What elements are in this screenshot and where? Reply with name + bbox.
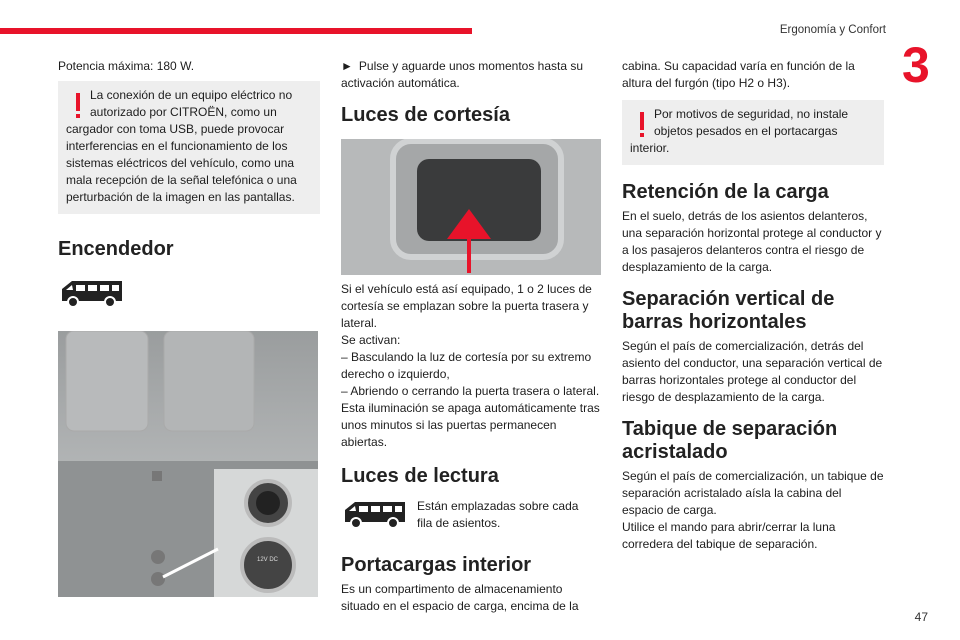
warning-exclamation-icon xyxy=(630,106,654,138)
warning-text: Por motivos de seguridad, no instale objetos pesados en el portacargas interior. xyxy=(630,107,849,155)
courtesy-text-3: – Basculando la luz de cortesía por su extremo derecho o izquierdo, xyxy=(341,350,592,381)
courtesy-text-2: Se activan: xyxy=(341,333,401,347)
press-instruction: ► Pulse y aguarde unos momentos hasta su activación automática. xyxy=(341,59,584,90)
warning-exclamation-icon xyxy=(66,87,90,119)
section-heading-vertical: Separación vertical de barras horizontales xyxy=(622,288,835,333)
section-heading-glazed: Tabique de separación acristalado xyxy=(622,418,838,463)
column-2 xyxy=(341,58,603,615)
courtesy-text-5: Esta iluminación se apaga automáticamente tras unos minutos si las puertas permanecen abiertas. xyxy=(341,401,600,449)
courtesy-text-1: Si el vehículo está así equipado, 1 o 2 luces de cortesía se emplazan sobre la puerta trasera y lateral. xyxy=(341,282,592,330)
header-accent-bar xyxy=(0,28,472,34)
warning-box-rack xyxy=(622,100,884,165)
courtesy-text-4: – Abriendo o cerrando la puerta trasera o lateral. xyxy=(341,384,600,398)
van-icon xyxy=(341,498,409,532)
arrow-right-icon: ► xyxy=(341,59,353,73)
courtesy-light-photo xyxy=(341,139,601,275)
power-text: Potencia máxima: 180 W. xyxy=(58,59,195,73)
section-heading-retention: Retención de la carga xyxy=(622,181,829,203)
rack-text: Es un compartimento de almacenamiento situado en el espacio de carga, encima de la xyxy=(341,582,579,613)
rack-text-continued: cabina. Su capacidad varía en función de la altura del furgón (tipo H2 o H3). xyxy=(622,59,855,90)
section-heading-courtesy: Luces de cortesía xyxy=(341,104,510,126)
vertical-text: Según el país de comercialización, detrás del asiento del conductor, una separación vertical de barras horizontales protege al conductor del riesgo de desplazamiento de la carga. xyxy=(622,339,883,404)
section-heading-rack: Portacargas interior xyxy=(341,554,532,576)
column-1 xyxy=(58,58,320,597)
page-number: 47 xyxy=(914,610,928,624)
lighter-illustration xyxy=(58,331,318,597)
reading-text: Están emplazadas sobre cada fila de asientos. xyxy=(417,499,579,530)
reading-row xyxy=(341,498,603,532)
van-icon xyxy=(58,277,126,311)
glazed-text-1: Según el país de comercialización, un tabique de separación acristalado aísla la cabina del espacio de carga. xyxy=(622,469,884,517)
section-title: Ergonomía y Confort xyxy=(779,24,886,36)
glazed-text-2: Utilice el mando para abrir/cerrar la luna corredera del tabique de separación. xyxy=(622,520,836,551)
retention-text: En el suelo, detrás de los asientos delanteros, una separación horizontal protege al conductor y a los pasajeros delanteros contra el riesgo de desplazamiento de la carga. xyxy=(622,209,882,274)
section-heading-lighter: Encendedor xyxy=(58,238,174,260)
lighter-photo xyxy=(58,331,318,597)
socket-label: 12V DC xyxy=(257,557,279,563)
courtesy-light-illustration xyxy=(341,139,601,275)
warning-box-electrical xyxy=(58,81,320,214)
warning-text: La conexión de un equipo eléctrico no autorizado por CITROËN, como un cargador con toma USB, puede provocar interferencias en el funcionamiento de los sistemas eléctricos del vehículo, como una mala recepción de la señal telefónica o una perturbación de la imagen en las pantallas. xyxy=(66,88,297,204)
section-heading-reading: Luces de lectura xyxy=(341,465,499,487)
column-3 xyxy=(622,58,884,553)
chapter-number: 3 xyxy=(902,37,930,93)
